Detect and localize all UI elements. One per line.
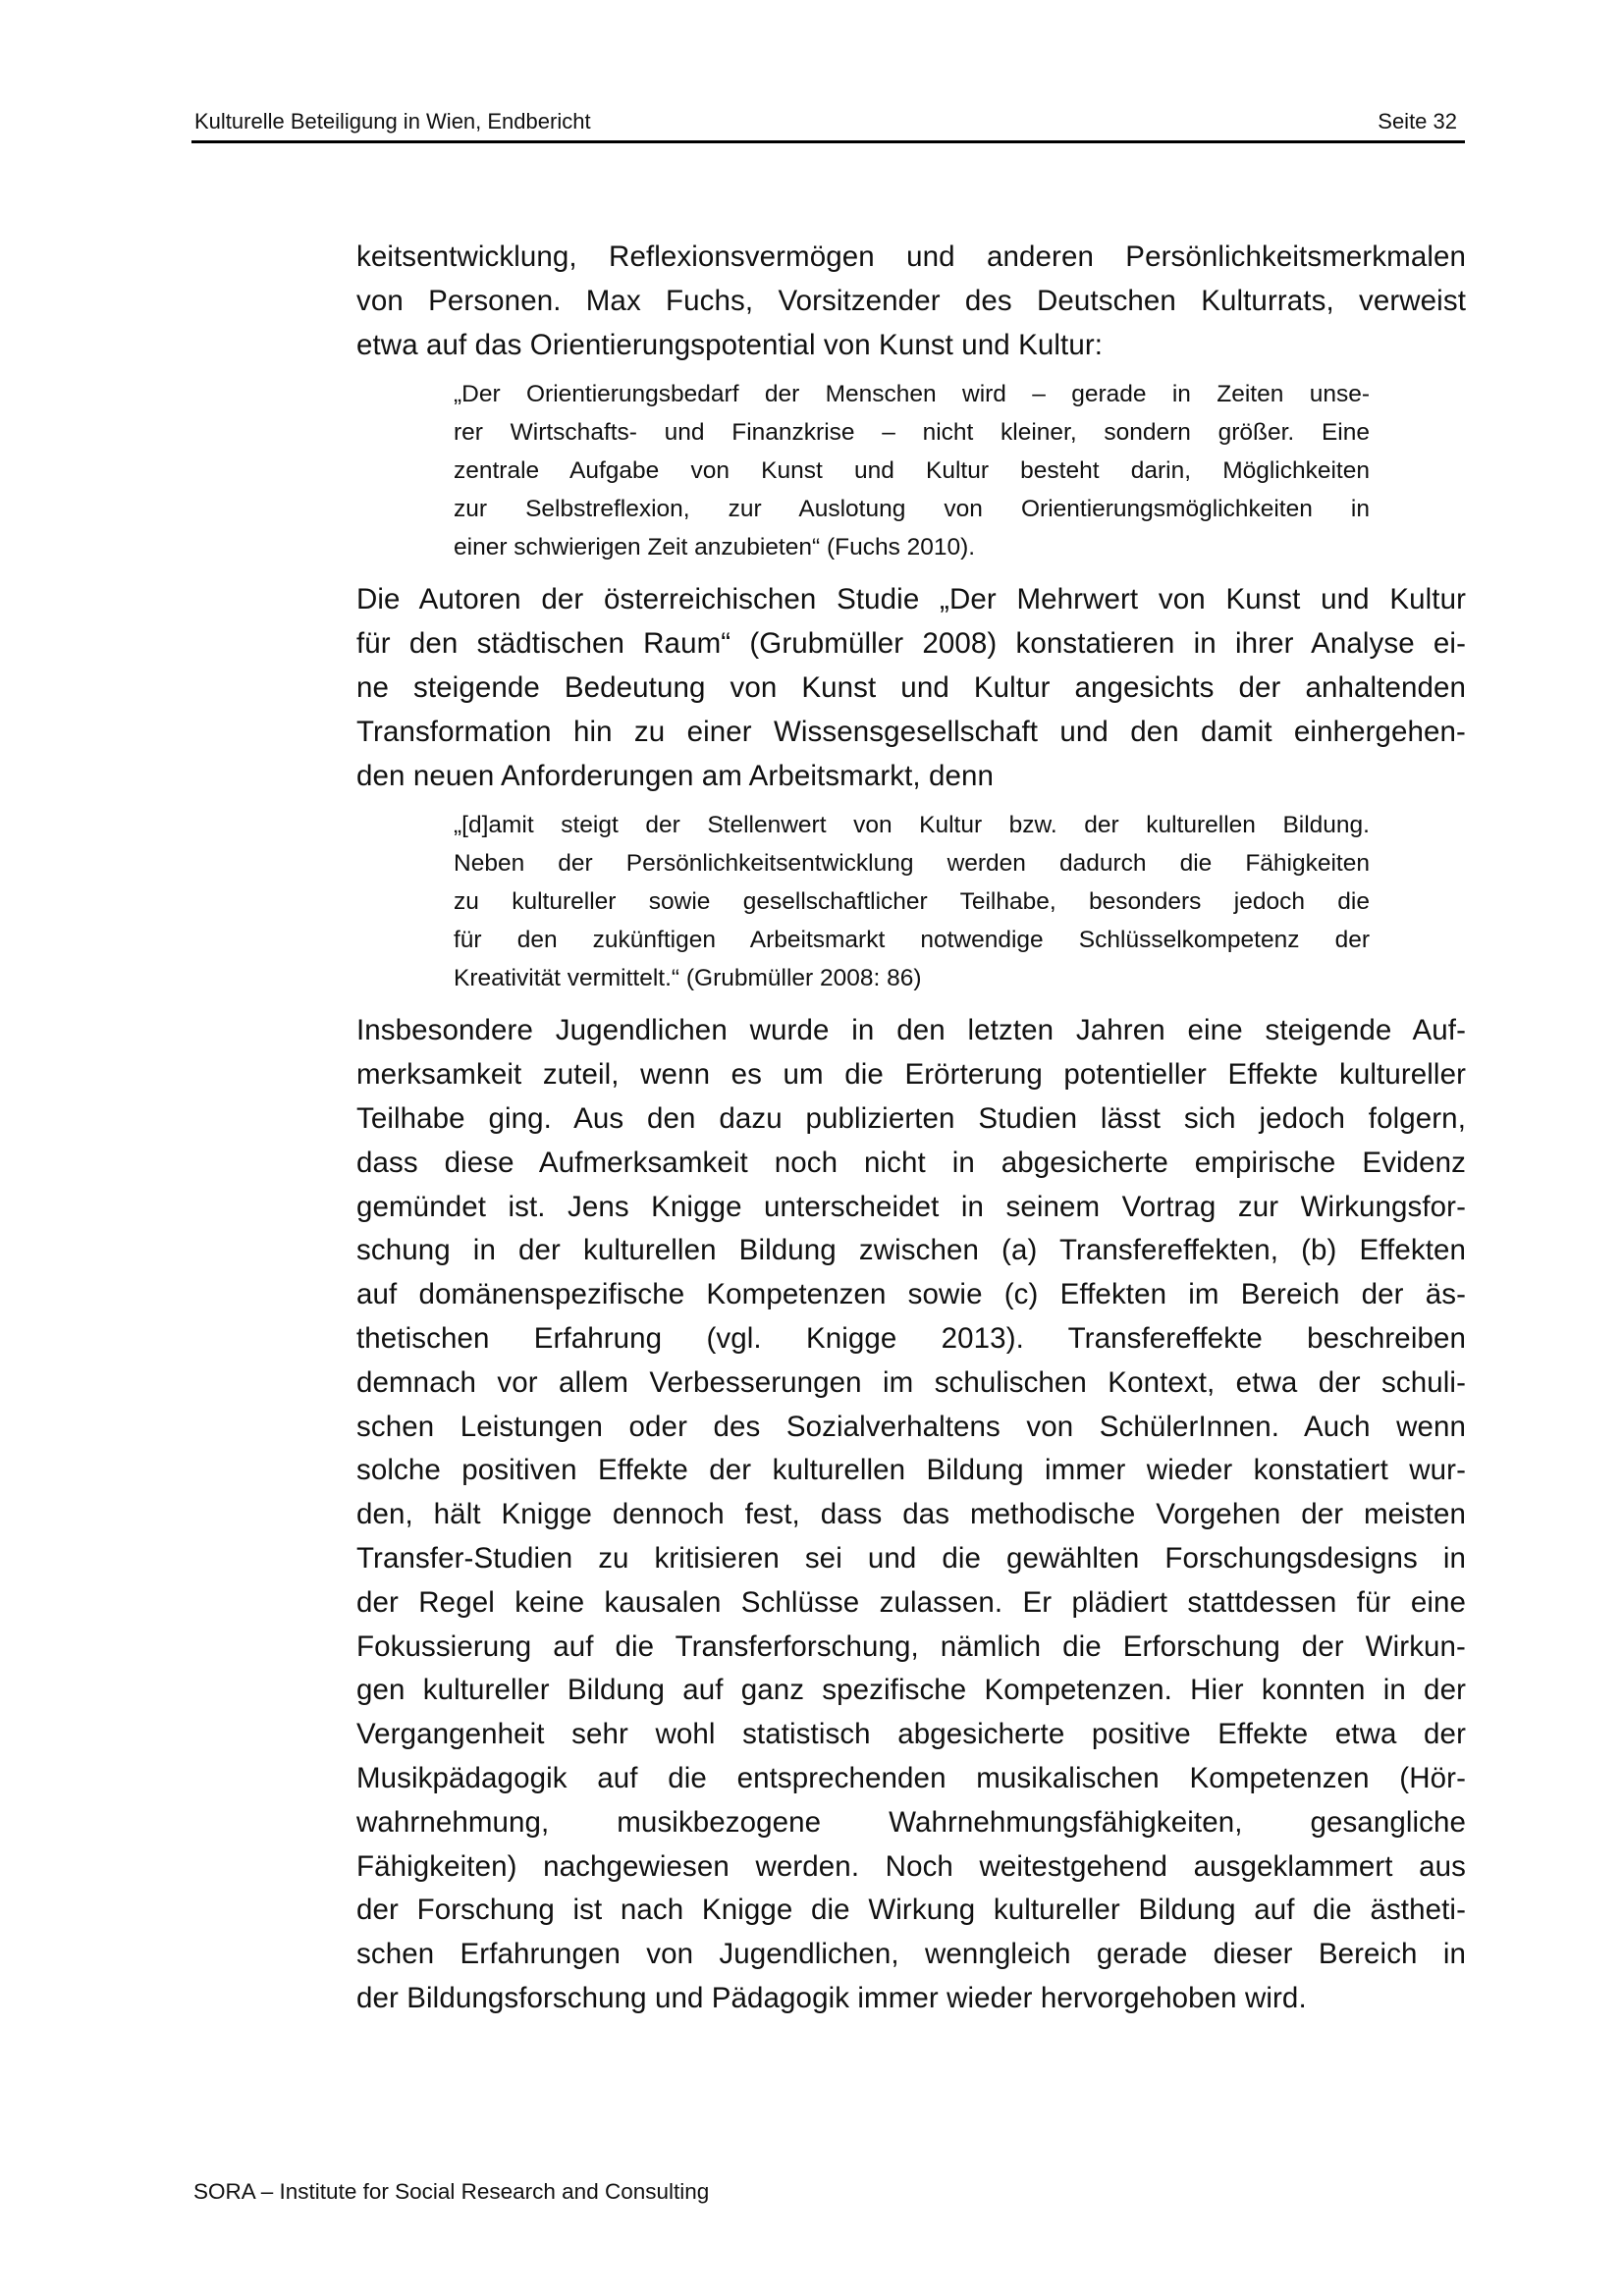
block-quote-grubmueller [454, 806, 1370, 997]
text-line: von Personen. Max Fuchs, Vorsitzender des Deutschen Kulturrats, verweist [356, 284, 1466, 317]
text-line: Musikpädagogik auf die entsprechenden musikalischen Kompetenzen (Hör- [356, 1761, 1466, 1794]
page-header [191, 102, 1465, 143]
text-line: etwa auf das Orientierungspotential von Kunst und Kultur: [356, 328, 1104, 361]
text-line: solche positiven Effekte der kulturellen Bildung immer wieder konstatiert wur- [356, 1454, 1466, 1487]
paragraph-2 [356, 578, 1466, 798]
text-line: gen kultureller Bildung auf ganz spezifische Kompetenzen. Hier konnten in der [356, 1674, 1466, 1707]
text-line: merksamkeit zuteil, wenn es um die Erörterung potentieller Effekte kultureller [356, 1058, 1466, 1092]
text-line: Teilhabe ging. Aus den dazu publizierten Studien lässt sich jedoch folgern, [356, 1101, 1466, 1135]
quote-line: „Der Orientierungsbedarf der Menschen wird – gerade in Zeiten unse- [454, 381, 1370, 408]
footer-organization: SORA – Institute for Social Research and Consulting [193, 2179, 710, 2204]
text-line: keitsentwicklung, Reflexionsvermögen und anderen Persönlichkeitsmerkmalen [356, 240, 1466, 273]
text-line: Transformation hin zu einer Wissensgesellschaft und den damit einhergehen- [356, 715, 1466, 748]
quote-line: einer schwierigen Zeit anzubieten“ (Fuchs 2010). [454, 534, 976, 561]
text-line: Die Autoren der österreichischen Studie „Der Mehrwert von Kunst und Kultur [356, 583, 1466, 616]
paragraph-1 [356, 236, 1466, 367]
quote-line: Neben der Persönlichkeitsentwicklung werden dadurch die Fähigkeiten [454, 850, 1370, 878]
text-line: dass diese Aufmerksamkeit noch nicht in abgesicherte empirische Evidenz [356, 1146, 1466, 1179]
page-number: Seite 32 [1378, 109, 1457, 133]
text-line: der Regel keine kausalen Schlüsse zulassen. Er plädiert stattdessen für eine [356, 1585, 1466, 1619]
text-line: demnach vor allem Verbesserungen im schulischen Kontext, etwa der schuli- [356, 1365, 1466, 1399]
text-line: ne steigende Bedeutung von Kunst und Kultur angesichts der anhaltenden [356, 670, 1466, 704]
text-line: Insbesondere Jugendlichen wurde in den letzten Jahren eine steigende Auf- [356, 1014, 1466, 1047]
text-line: den, hält Knigge dennoch fest, dass das methodische Vorgehen der meisten [356, 1498, 1466, 1531]
text-line: Fokussierung auf die Transferforschung, nämlich die Erforschung der Wirkun- [356, 1629, 1466, 1663]
text-line: Fähigkeiten) nachgewiesen werden. Noch weitestgehend ausgeklammert aus [356, 1849, 1466, 1883]
text-line: wahrnehmung, musikbezogene Wahrnehmungsfähigkeiten, gesangliche [356, 1805, 1466, 1839]
text-line: den neuen Anforderungen am Arbeitsmarkt, denn [356, 759, 995, 792]
main-content [356, 236, 1466, 2021]
quote-line: Kreativität vermittelt.“ (Grubmüller 2008: 86) [454, 965, 922, 992]
document-title: Kulturelle Beteiligung in Wien, Endbericht [194, 109, 591, 133]
quote-line: rer Wirtschafts- und Finanzkrise – nicht kleiner, sondern größer. Eine [454, 419, 1370, 447]
block-quote-fuchs [454, 375, 1370, 566]
quote-line: zu kultureller sowie gesellschaftlicher Teilhabe, besonders jedoch die [454, 888, 1370, 916]
text-line: auf domänenspezifische Kompetenzen sowie (c) Effekten im Bereich der äs- [356, 1278, 1466, 1311]
text-line: Transfer-Studien zu kritisieren sei und die gewählten Forschungsdesigns in [356, 1541, 1466, 1575]
quote-line: „[d]amit steigt der Stellenwert von Kultur bzw. der kulturellen Bildung. [454, 812, 1370, 839]
text-line: thetischen Erfahrung (vgl. Knigge 2013). Transfereffekte beschreiben [356, 1321, 1466, 1355]
text-line: der Forschung ist nach Knigge die Wirkung kultureller Bildung auf die ästheti- [356, 1894, 1466, 1927]
quote-line: für den zukünftigen Arbeitsmarkt notwendige Schlüsselkompetenz der [454, 927, 1370, 954]
text-line: der Bildungsforschung und Pädagogik immer wieder hervorgehoben wird. [356, 1981, 1307, 2014]
text-line: Vergangenheit sehr wohl statistisch abgesicherte positive Effekte etwa der [356, 1718, 1466, 1751]
text-line: schen Erfahrungen von Jugendlichen, wenngleich gerade dieser Bereich in [356, 1938, 1466, 1971]
quote-line: zentrale Aufgabe von Kunst und Kultur besteht darin, Möglichkeiten [454, 457, 1370, 485]
text-line: schung in der kulturellen Bildung zwischen (a) Transfereffekten, (b) Effekten [356, 1234, 1466, 1267]
text-line: für den städtischen Raum“ (Grubmüller 2008) konstatieren in ihrer Analyse ei- [356, 627, 1466, 661]
text-line: gemündet ist. Jens Knigge unterscheidet in seinem Vortrag zur Wirkungsfor- [356, 1190, 1466, 1223]
text-line: schen Leistungen oder des Sozialverhaltens von SchülerInnen. Auch wenn [356, 1410, 1466, 1443]
paragraph-3 [356, 1009, 1466, 2020]
quote-line: zur Selbstreflexion, zur Auslotung von Orientierungsmöglichkeiten in [454, 496, 1370, 523]
page-footer [193, 2177, 709, 2207]
